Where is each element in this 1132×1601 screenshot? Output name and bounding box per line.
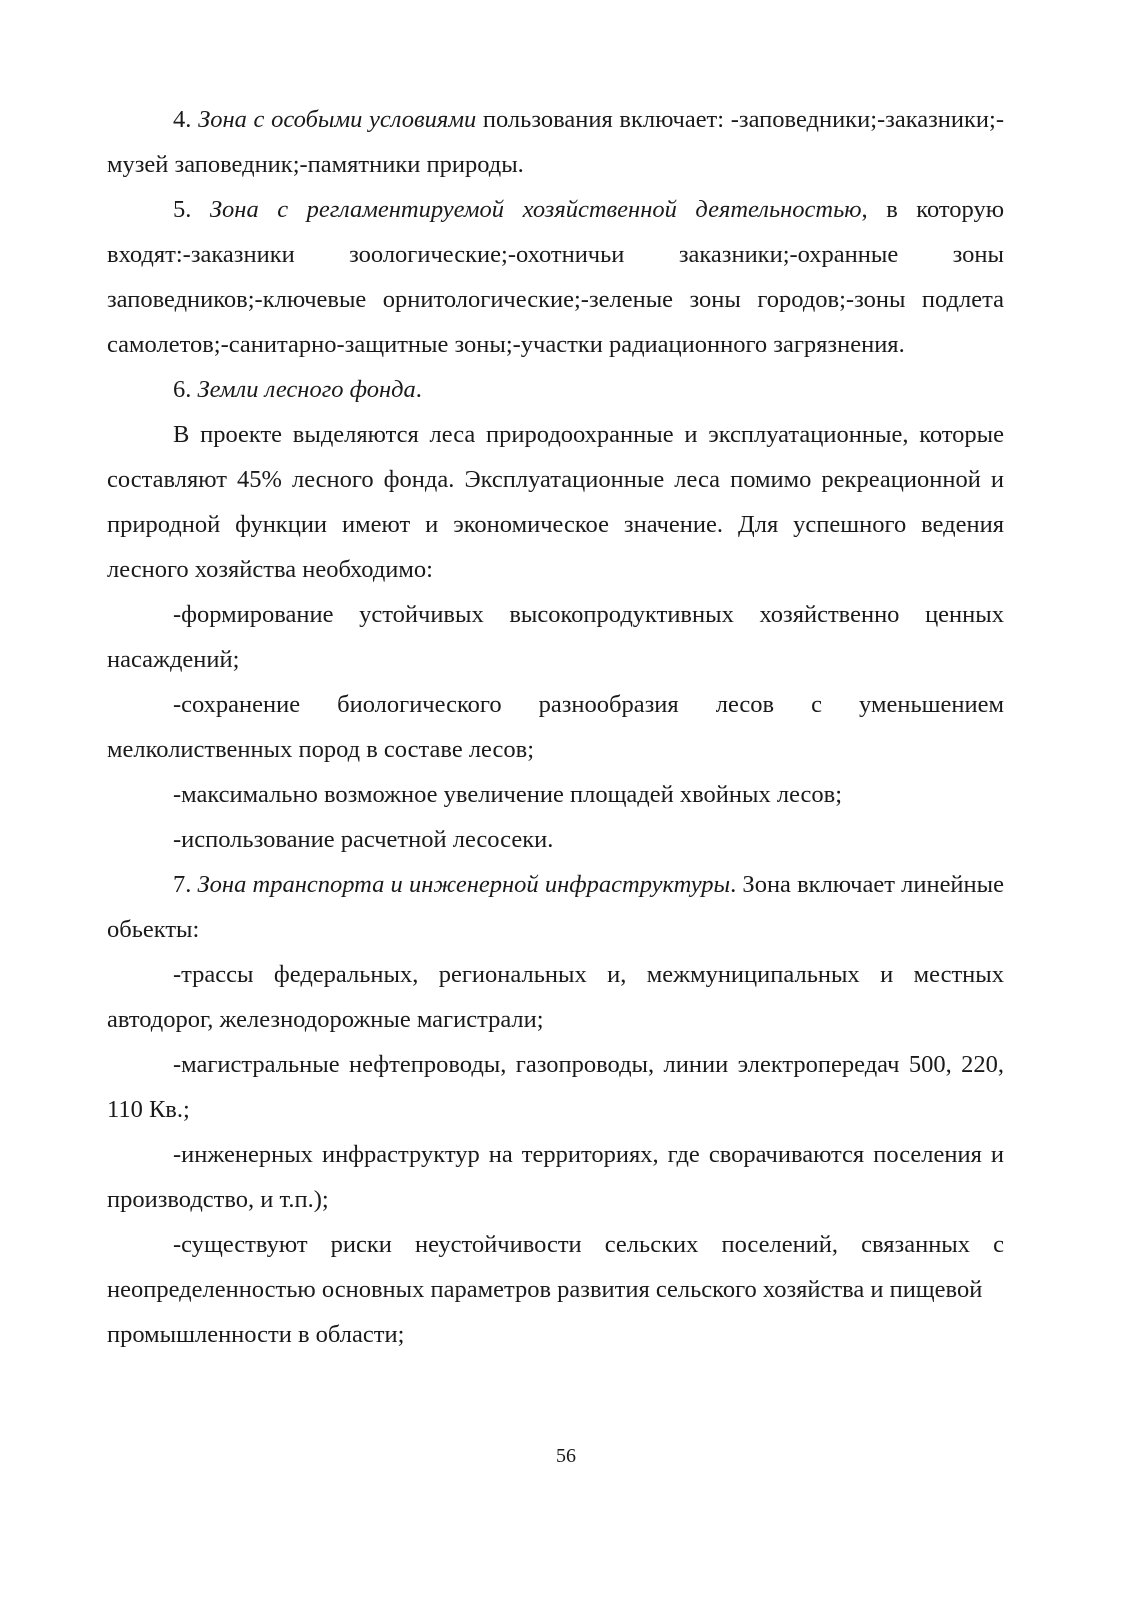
document-page <box>107 97 1004 1357</box>
paragraph-zone-transport <box>107 862 1004 952</box>
italic-term: Зона с регламентируемой хозяйственной деятельностью <box>209 196 862 223</box>
paragraph-text: , в которую входят:-заказники зоологические;-охотничьи заказники;-охранные зоны заповедников;-ключевые орнитологические;-зеленые зоны городов;-зоны подлета самолетов;-санитарно-защитные зоны;-участки радиационного загрязнения. <box>107 196 1004 358</box>
page-number: 56 <box>556 1445 576 1467</box>
list-item-highways: -трассы федеральных, региональных и, межмуниципальных и местных автодорог, железнодорожные магистрали; <box>107 961 1004 1033</box>
italic-term: Зона с особыми условиями <box>198 106 477 133</box>
paragraph-text: . Зона включает линейные обьекты: <box>107 871 1004 943</box>
paragraph-forest-fund-lands <box>107 367 1004 412</box>
list-item-engineering-infrastructure: -инженерных инфраструктур на территориях, где сворачиваются поселения и производство, и т.п.); <box>107 1141 1004 1213</box>
list-item-cutting-area: -использование расчетной лесосеки. <box>173 826 554 853</box>
paragraph-zone-regulated-activity <box>107 187 1004 367</box>
italic-term: Земли лесного фонда <box>197 376 416 403</box>
list-item-pipelines: -магистральные нефтепроводы, газопроводы, линии электропередач 500, 220, 110 Кв.; <box>107 1051 1004 1123</box>
item-number: 6. <box>173 376 192 403</box>
item-number: 5. <box>173 196 192 223</box>
list-item-formation: -формирование устойчивых высокопродуктивных хозяйственно ценных насаждений; <box>107 601 1004 673</box>
paragraph-zone-special-conditions <box>107 97 1004 187</box>
paragraph-forest-project: В проекте выделяются леса природоохранные и эксплуатационные, которые составляют 45% лесного фонда. Эксплуатационные леса помимо рекреационной и природной функции имеют и экономическое значение. Для успешного ведения лесного хозяйства необходимо: <box>107 421 1004 583</box>
paragraph-continuation: промышленности в области; <box>107 1321 405 1348</box>
list-item-biodiversity: -сохранение биологического разнообразия лесов с уменьшением мелколиственных пород в составе лесов; <box>107 691 1004 763</box>
item-number: 4. <box>173 106 192 133</box>
italic-term: Зона транспорта и инженерной инфраструктуры <box>197 871 731 898</box>
item-number: 7. <box>173 871 192 898</box>
paragraph-text: пользования включает: -заповедники;-заказники;-музей заповедник;-памятники природы. <box>107 106 1005 178</box>
list-item-rural-risks: -существуют риски неустойчивости сельских поселений, связанных с неопределенностью основных параметров развития сельского хозяйства и пищевой <box>107 1231 1004 1303</box>
list-item-conifer-increase: -максимально возможное увеличение площадей хвойных лесов; <box>173 781 843 808</box>
paragraph-text: . <box>415 376 422 403</box>
